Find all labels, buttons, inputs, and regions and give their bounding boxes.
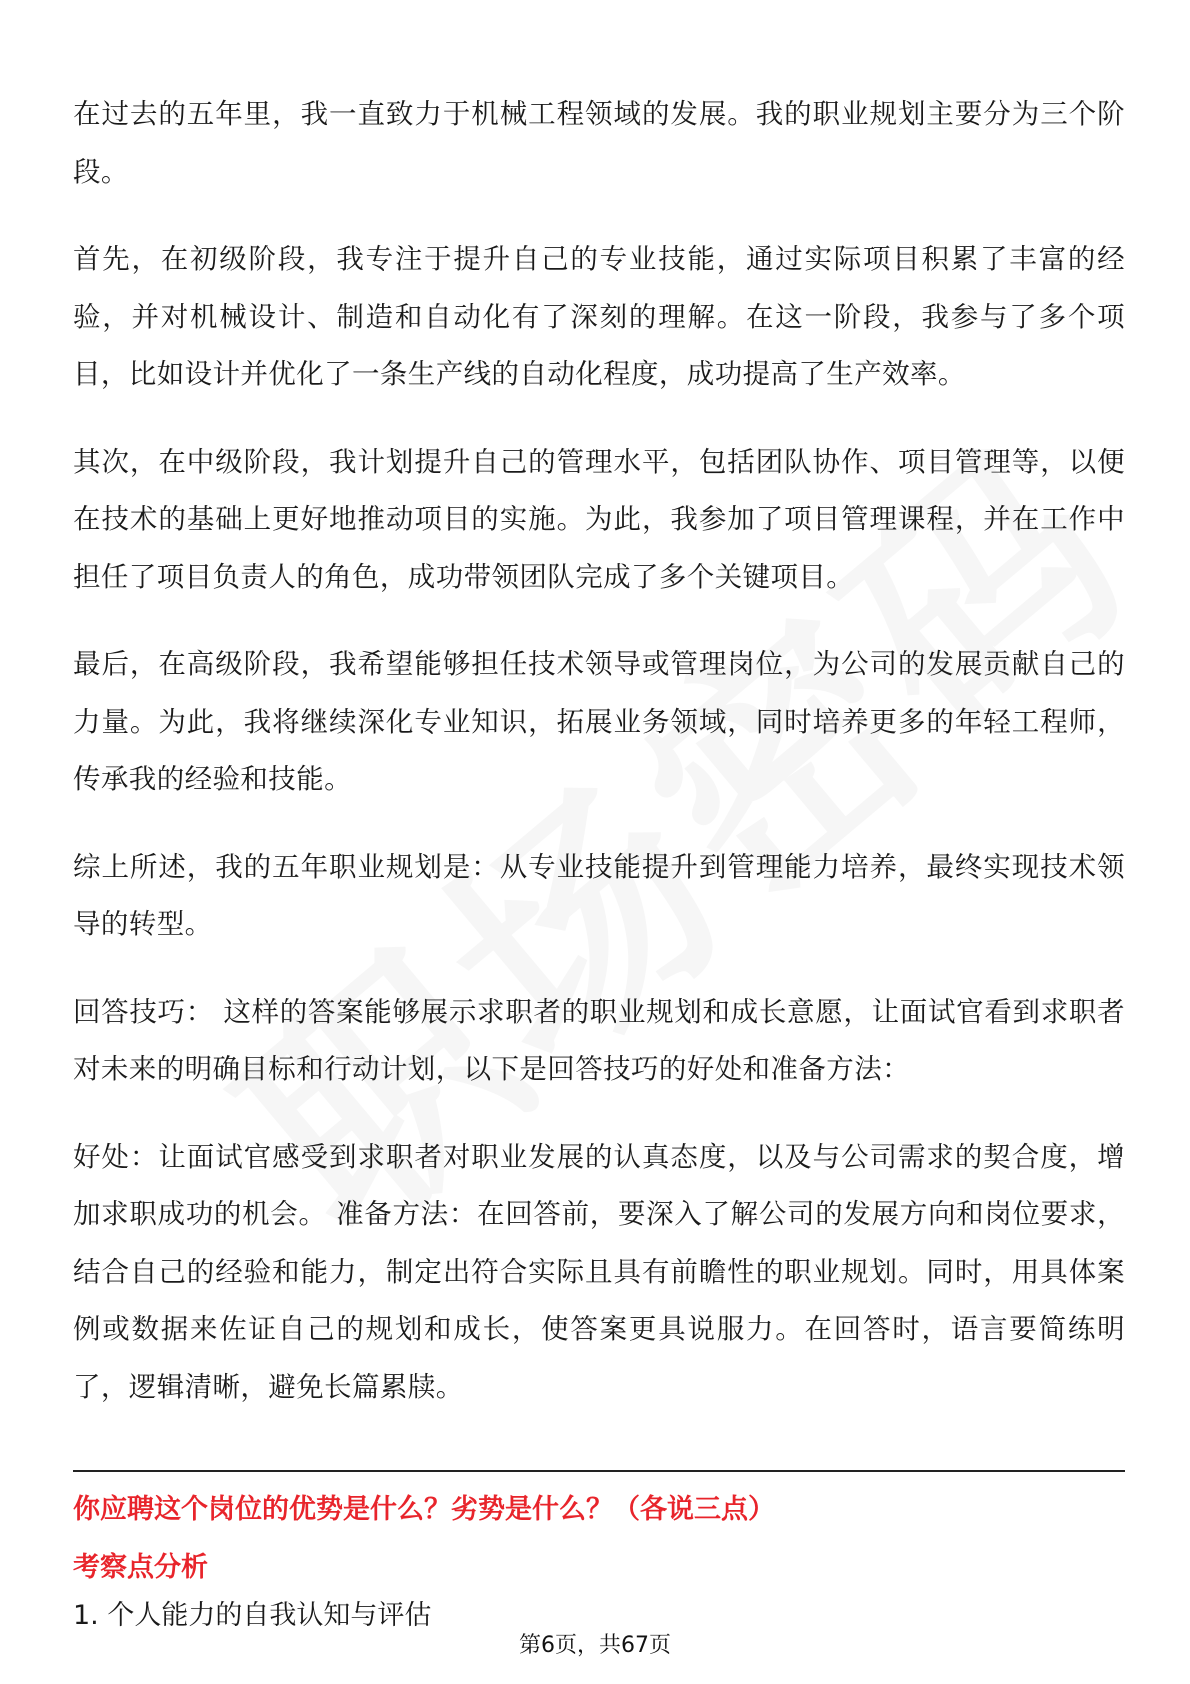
partial-list-item-text: 1. 个人能力的自我认知与评估	[73, 1600, 432, 1631]
analysis-subheading: 考察点分析	[73, 1552, 208, 1583]
question-title: 你应聘这个岗位的优势是什么？劣势是什么？（各说三点）	[73, 1494, 775, 1525]
page-number: 第6页，共67页	[519, 1633, 671, 1658]
paragraph-answer-tips: 回答技巧： 这样的答案能够展示求职者的职业规划和成长意愿，让面试官看到求职者对未来的明确目标和行动计划，以下是回答技巧的好处和准备方法：	[73, 995, 1125, 1085]
paragraph-benefits-preparation: 好处：让面试官感受到求职者对职业发展的认真态度，以及与公司需求的契合度，增加求职成功的机会。 准备方法：在回答前，要深入了解公司的发展方向和岗位要求，结合自己的经验和能力，制定出符合实际且具有前瞻性的职业规划。同时，用具体案例或数据来佐证自己的规划和成长，使答案更具说服力。在回答时，语言要简练明了，逻辑清晰，避免长篇累牍。	[73, 1140, 1125, 1403]
document-body	[73, 86, 1125, 1416]
paragraph-intro: 在过去的五年里，我一直致力于机械工程领域的发展。我的职业规划主要分为三个阶段。	[73, 98, 1125, 188]
section-divider	[73, 1470, 1125, 1472]
paragraph-mid-stage: 其次，在中级阶段，我计划提升自己的管理水平，包括团队协作、项目管理等，以便在技术的基础上更好地推动项目的实施。为此，我参加了项目管理课程，并在工作中担任了项目负责人的角色，成功带领团队完成了多个关键项目。	[73, 445, 1125, 593]
paragraph-junior-stage: 首先，在初级阶段，我专注于提升自己的专业技能，通过实际项目积累了丰富的经验，并对机械设计、制造和自动化有了深刻的理解。在这一阶段，我参与了多个项目，比如设计并优化了一条生产线的自动化程度，成功提高了生产效率。	[73, 243, 1125, 390]
paragraph-summary: 综上所述，我的五年职业规划是：从专业技能提升到管理能力培养，最终实现技术领导的转型。	[73, 850, 1125, 940]
paragraph-senior-stage: 最后，在高级阶段，我希望能够担任技术领导或管理岗位，为公司的发展贡献自己的力量。为此，我将继续深化专业知识，拓展业务领域，同时培养更多的年轻工程师，传承我的经验和技能。	[73, 648, 1125, 795]
